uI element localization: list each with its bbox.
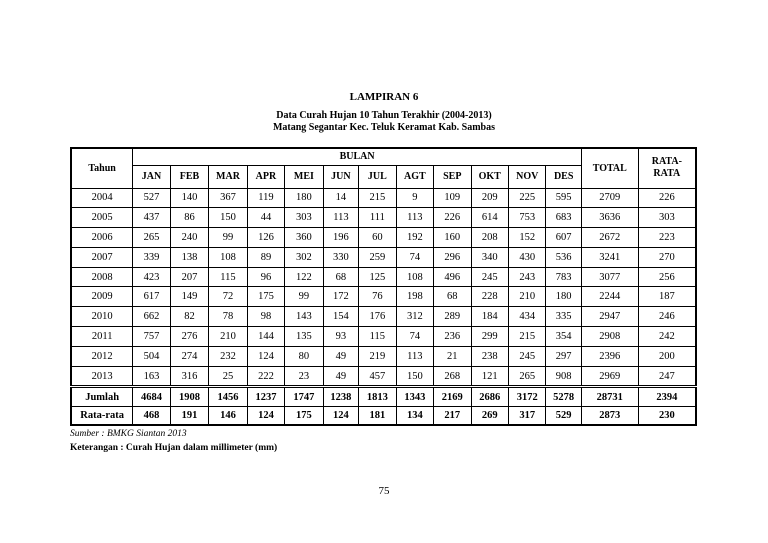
year-cell: 2009 [71,287,133,307]
rainfall-cell: 154 [323,307,358,327]
rainfall-cell: 274 [170,346,208,366]
rainfall-cell: 68 [323,267,358,287]
rainfall-cell: 297 [546,346,581,366]
average-cell: 270 [638,247,696,267]
total-cell: 3636 [581,208,638,228]
rainfall-cell: 276 [170,327,208,347]
rainfall-cell: 226 [434,208,471,228]
rainfall-cell: 228 [471,287,508,307]
rainfall-cell: 172 [323,287,358,307]
summary-cell: 124 [247,407,284,426]
rainfall-cell: 437 [133,208,170,228]
rainfall-cell: 215 [359,188,396,208]
rainfall-cell: 115 [209,267,247,287]
rainfall-cell: 78 [209,307,247,327]
rainfall-cell: 614 [471,208,508,228]
summary-cell: 146 [209,407,247,426]
header-month: DES [546,165,581,188]
rainfall-cell: 49 [323,346,358,366]
mean-row [71,407,696,426]
average-cell: 246 [638,307,696,327]
rainfall-cell: 80 [285,346,323,366]
rainfall-cell: 496 [434,267,471,287]
summary-average: 2394 [638,387,696,407]
year-cell: 2011 [71,327,133,347]
table-location: Matang Segantar Kec. Teluk Keramat Kab. Sambas [272,122,496,133]
year-cell: 2012 [71,346,133,366]
summary-cell: 191 [170,407,208,426]
rainfall-cell: 312 [396,307,433,327]
summary-cell: 269 [471,407,508,426]
rainfall-cell: 111 [359,208,396,228]
rainfall-cell: 113 [323,208,358,228]
rainfall-cell: 783 [546,267,581,287]
table-row [71,307,696,327]
year-cell: 2007 [71,247,133,267]
rainfall-cell: 196 [323,228,358,248]
rainfall-cell: 109 [434,188,471,208]
rainfall-cell: 259 [359,247,396,267]
rainfall-cell: 89 [247,247,284,267]
rainfall-cell: 21 [434,346,471,366]
rainfall-cell: 138 [170,247,208,267]
rainfall-cell: 595 [546,188,581,208]
rainfall-cell: 210 [209,327,247,347]
total-cell: 2947 [581,307,638,327]
appendix-title: LAMPIRAN 6 [349,91,419,103]
rainfall-cell: 9 [396,188,433,208]
table-title: Data Curah Hujan 10 Tahun Terakhir (2004-2013) [276,110,492,121]
header-month: MEI [285,165,323,188]
rainfall-cell: 184 [471,307,508,327]
rainfall-cell: 108 [209,247,247,267]
summary-label: Rata-rata [71,407,133,426]
summary-average: 230 [638,407,696,426]
summary-cell: 1238 [323,387,358,407]
rainfall-cell: 662 [133,307,170,327]
summary-cell: 217 [434,407,471,426]
rainfall-cell: 152 [508,228,545,248]
rainfall-cell: 360 [285,228,323,248]
rainfall-cell: 908 [546,366,581,387]
rainfall-cell: 238 [471,346,508,366]
rainfall-cell: 683 [546,208,581,228]
total-cell: 2908 [581,327,638,347]
rainfall-cell: 113 [396,346,433,366]
total-cell: 3077 [581,267,638,287]
average-cell: 223 [638,228,696,248]
rainfall-cell: 160 [434,228,471,248]
rainfall-cell: 504 [133,346,170,366]
rainfall-cell: 82 [170,307,208,327]
header-total: TOTAL [581,148,638,188]
rainfall-cell: 150 [396,366,433,387]
page-number: 75 [378,485,390,497]
rainfall-cell: 367 [209,188,247,208]
rainfall-cell: 222 [247,366,284,387]
rainfall-cell: 296 [434,247,471,267]
rainfall-cell: 115 [359,327,396,347]
rainfall-cell: 144 [247,327,284,347]
total-cell: 2709 [581,188,638,208]
summary-total: 2873 [581,407,638,426]
rainfall-cell: 265 [508,366,545,387]
rainfall-cell: 753 [508,208,545,228]
table-row [71,327,696,347]
total-cell: 2969 [581,366,638,387]
rainfall-cell: 180 [546,287,581,307]
year-cell: 2005 [71,208,133,228]
rainfall-cell: 99 [285,287,323,307]
summary-cell: 468 [133,407,170,426]
sum-row [71,387,696,407]
rainfall-cell: 135 [285,327,323,347]
rainfall-cell: 149 [170,287,208,307]
rainfall-cell: 49 [323,366,358,387]
rainfall-cell: 243 [508,267,545,287]
average-cell: 226 [638,188,696,208]
header-month: NOV [508,165,545,188]
rainfall-cell: 215 [508,327,545,347]
total-cell: 2672 [581,228,638,248]
table-row [71,188,696,208]
rainfall-cell: 240 [170,228,208,248]
rainfall-cell: 757 [133,327,170,347]
table-row [71,267,696,287]
summary-cell: 2686 [471,387,508,407]
summary-cell: 1237 [247,387,284,407]
summary-cell: 175 [285,407,323,426]
rainfall-cell: 25 [209,366,247,387]
rainfall-cell: 207 [170,267,208,287]
rainfall-cell: 340 [471,247,508,267]
rainfall-cell: 175 [247,287,284,307]
rainfall-cell: 192 [396,228,433,248]
rainfall-cell: 303 [285,208,323,228]
header-month: JUN [323,165,358,188]
summary-cell: 317 [508,407,545,426]
rainfall-cell: 330 [323,247,358,267]
rainfall-cell: 430 [508,247,545,267]
average-cell: 256 [638,267,696,287]
rainfall-cell: 210 [508,287,545,307]
rainfall-cell: 268 [434,366,471,387]
summary-cell: 1343 [396,387,433,407]
rainfall-cell: 150 [209,208,247,228]
table-row [71,346,696,366]
rainfall-cell: 198 [396,287,433,307]
table-row [71,208,696,228]
rainfall-cell: 536 [546,247,581,267]
summary-cell: 2169 [434,387,471,407]
rainfall-cell: 354 [546,327,581,347]
rainfall-cell: 60 [359,228,396,248]
rainfall-cell: 76 [359,287,396,307]
rainfall-cell: 236 [434,327,471,347]
rainfall-cell: 289 [434,307,471,327]
rainfall-cell: 607 [546,228,581,248]
rainfall-cell: 99 [209,228,247,248]
rainfall-cell: 74 [396,327,433,347]
summary-cell: 1747 [285,387,323,407]
rainfall-cell: 119 [247,188,284,208]
header-month: OKT [471,165,508,188]
rainfall-cell: 457 [359,366,396,387]
total-cell: 2244 [581,287,638,307]
average-cell: 187 [638,287,696,307]
summary-total: 28731 [581,387,638,407]
header-year: Tahun [71,148,133,188]
rainfall-cell: 74 [396,247,433,267]
rainfall-cell: 423 [133,267,170,287]
rainfall-cell: 299 [471,327,508,347]
rainfall-cell: 68 [434,287,471,307]
average-cell: 303 [638,208,696,228]
table-row [71,247,696,267]
rainfall-cell: 245 [471,267,508,287]
rainfall-cell: 208 [471,228,508,248]
summary-cell: 529 [546,407,581,426]
rainfall-cell: 335 [546,307,581,327]
header-month: SEP [434,165,471,188]
header-month: APR [247,165,284,188]
rainfall-cell: 527 [133,188,170,208]
year-cell: 2010 [71,307,133,327]
rainfall-cell: 121 [471,366,508,387]
rainfall-cell: 180 [285,188,323,208]
header-average: RATA-RATA [638,148,696,188]
table-row [71,287,696,307]
rainfall-cell: 14 [323,188,358,208]
year-cell: 2006 [71,228,133,248]
unit-note: Keterangan : Curah Hujan dalam millimeter (mm) [70,443,278,453]
average-cell: 242 [638,327,696,347]
total-cell: 3241 [581,247,638,267]
rainfall-cell: 96 [247,267,284,287]
table-row [71,366,696,387]
rainfall-table [70,147,697,426]
year-cell: 2004 [71,188,133,208]
rainfall-cell: 302 [285,247,323,267]
rainfall-cell: 124 [247,346,284,366]
header-month: MAR [209,165,247,188]
source-note: Sumber : BMKG Siantan 2013 [70,429,187,439]
rainfall-cell: 98 [247,307,284,327]
rainfall-cell: 108 [396,267,433,287]
summary-cell: 1456 [209,387,247,407]
header-month: JUL [359,165,396,188]
total-cell: 2396 [581,346,638,366]
rainfall-cell: 72 [209,287,247,307]
rainfall-cell: 126 [247,228,284,248]
summary-cell: 5278 [546,387,581,407]
summary-cell: 1908 [170,387,208,407]
header-bulan: BULAN [133,148,582,165]
rainfall-cell: 163 [133,366,170,387]
average-cell: 247 [638,366,696,387]
rainfall-cell: 209 [471,188,508,208]
rainfall-cell: 265 [133,228,170,248]
summary-cell: 124 [323,407,358,426]
rainfall-cell: 113 [396,208,433,228]
average-cell: 200 [638,346,696,366]
rainfall-cell: 143 [285,307,323,327]
header-month: FEB [170,165,208,188]
rainfall-cell: 339 [133,247,170,267]
rainfall-cell: 44 [247,208,284,228]
summary-cell: 3172 [508,387,545,407]
year-cell: 2008 [71,267,133,287]
rainfall-cell: 316 [170,366,208,387]
rainfall-cell: 176 [359,307,396,327]
year-cell: 2013 [71,366,133,387]
rainfall-cell: 86 [170,208,208,228]
rainfall-cell: 125 [359,267,396,287]
rainfall-cell: 434 [508,307,545,327]
rainfall-cell: 23 [285,366,323,387]
rainfall-cell: 245 [508,346,545,366]
summary-cell: 134 [396,407,433,426]
summary-label: Jumlah [71,387,133,407]
rainfall-cell: 93 [323,327,358,347]
summary-cell: 1813 [359,387,396,407]
summary-cell: 4684 [133,387,170,407]
rainfall-cell: 225 [508,188,545,208]
rainfall-cell: 140 [170,188,208,208]
rainfall-cell: 219 [359,346,396,366]
rainfall-cell: 617 [133,287,170,307]
rainfall-cell: 122 [285,267,323,287]
header-month: JAN [133,165,170,188]
header-month: AGT [396,165,433,188]
summary-cell: 181 [359,407,396,426]
rainfall-cell: 232 [209,346,247,366]
table-row [71,228,696,248]
